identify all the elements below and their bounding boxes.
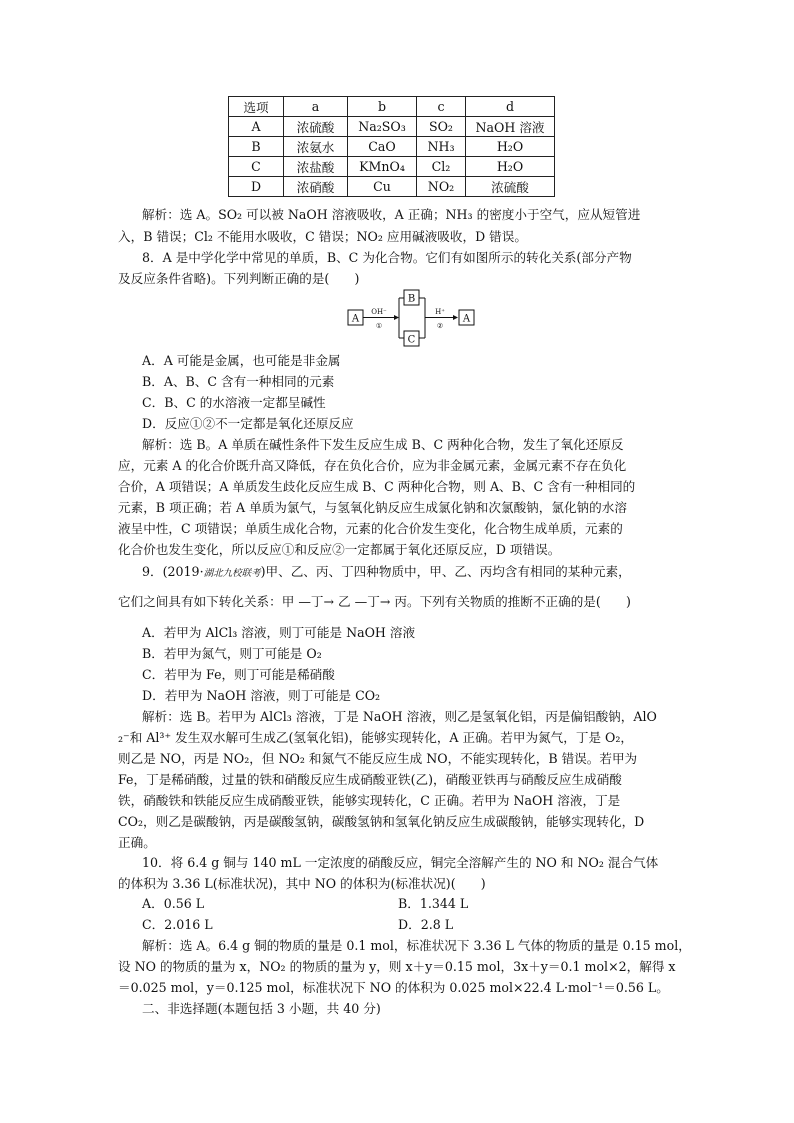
q10-option-d: D．2.8 L — [398, 917, 454, 932]
table-cell: H₂O — [466, 137, 555, 157]
table-cell: SO₂ — [417, 117, 466, 137]
table-row — [229, 137, 555, 157]
q8-analysis-line: 元素，B 项正确；若 A 单质为氯气，与氢氧化钠反应生成氯化钠和次氯酸钠，氯化钠的水溶 — [118, 500, 627, 515]
table-cell: KMnO₄ — [348, 157, 417, 177]
q9-option-c: C．若甲为 Fe，则丁可能是稀硝酸 — [142, 667, 335, 682]
q9-stem-line — [142, 561, 702, 584]
q8-analysis-line: 合价，A 项错误；A 单质发生歧化反应生成 B、C 两种化合物，则 A、B、C 含有一种相同的 — [118, 479, 636, 494]
arrow-2-head — [453, 315, 458, 320]
q9-analysis-line: 正确。 — [118, 835, 156, 850]
table-cell: CaO — [348, 137, 417, 157]
q8-analysis-line: 解析：选 B。A 单质在碱性条件下发生反应生成 B、C 两种化合物，发生了氧化还原反 — [142, 437, 624, 452]
q8-analysis-line: 液呈中性，C 项错误；单质生成化合物，元素的化合价发生变化，化合物生成单质，元素的 — [118, 521, 623, 536]
table-header-cell: a — [284, 97, 348, 117]
q10-option-c: C．2.016 L — [142, 917, 213, 932]
table-cell: NaOH 溶液 — [466, 117, 555, 137]
table-cell: 浓硝酸 — [284, 177, 348, 197]
step-1-label: ① — [375, 322, 383, 330]
reagent-table — [228, 96, 555, 197]
q8-stem-line: 及反应条件省略)。下列判断正确的是( ) — [118, 271, 360, 286]
q9-stem-line: 它们之间具有如下转化关系：甲 —丁→ 乙 —丁→ 丙。下列有关物质的推断不正确的是( ) — [118, 594, 631, 609]
arrow-1-head — [394, 315, 399, 320]
q10-analysis-line: 解析：选 A。6.4 g 铜的物质的量是 0.1 mol，标准状况下 3.36 L 气体的物质的量是 0.15 mol， — [142, 938, 691, 953]
reagent-oh-label: OH⁻ — [371, 308, 387, 316]
table-cell: Na₂SO₃ — [348, 117, 417, 137]
q9-analysis-line: 则乙是 NO，丙是 NO₂，但 NO₂ 和氮气不能反应生成 NO，不能实现转化，B 错误。若甲为 — [118, 751, 638, 766]
q8-stem-line: 8．A 是中学化学中常见的单质，B、C 为化合物。它们有如图所示的转化关系(部分产物 — [142, 250, 632, 265]
table-row — [229, 177, 555, 197]
q8-option-c: C．B、C 的水溶液一定都呈碱性 — [142, 395, 326, 410]
q9-stem-prefix: 9．(2019· — [142, 564, 204, 579]
node-a2-label: A — [462, 313, 471, 325]
table-row — [229, 157, 555, 177]
table-header-row — [229, 97, 555, 117]
table-cell: D — [229, 177, 284, 197]
q7-analysis-line: 解析：选 A。SO₂ 可以被 NaOH 溶液吸收，A 正确；NH₃ 的密度小于空气，应从短管进 — [142, 207, 641, 222]
table-cell: B — [229, 137, 284, 157]
q9-option-b: B．若甲为氮气，则丁可能是 O₂ — [142, 646, 322, 661]
table-header-cell: d — [466, 97, 555, 117]
table-header-cell: c — [417, 97, 466, 117]
table-cell: NH₃ — [417, 137, 466, 157]
q8-option-a: A．A 可能是金属，也可能是非金属 — [142, 353, 341, 368]
q10-stem-line: 10．将 6.4 g 铜与 140 mL 一定浓度的硝酸反应，铜完全溶解产生的 NO 和 NO₂ 混合气体 — [142, 855, 659, 870]
table-cell: Cl₂ — [417, 157, 466, 177]
step-2-label: ② — [436, 322, 444, 330]
q10-option-b: B．1.344 L — [398, 896, 469, 911]
table-cell: C — [229, 157, 284, 177]
q9-analysis-line: CO₂，则乙是碳酸钠，丙是碳酸氢钠，碳酸氢钠和氢氧化钠反应生成碳酸钠，能够实现转化，D — [118, 814, 645, 829]
q8-option-d: D．反应①②不一定都是氧化还原反应 — [142, 416, 354, 431]
q10-analysis-line: 设 NO 的物质的量为 x，NO₂ 的物质的量为 y，则 x＋y＝0.15 mol，3x＋y＝0.1 mol×2，解得 x — [118, 959, 676, 974]
table-cell: 浓盐酸 — [284, 157, 348, 177]
table-cell: 浓硫酸 — [466, 177, 555, 197]
q9-analysis-line: 解析：选 B。若甲为 AlCl₃ 溶液，丁是 NaOH 溶液，则乙是氢氧化铝，丙是偏铝酸钠，AlO — [142, 709, 657, 724]
q7-analysis-line: 入，B 错误；Cl₂ 不能用水吸收，C 错误；NO₂ 应用碱液吸收，D 错误。 — [118, 229, 527, 244]
node-a-label: A — [351, 313, 360, 325]
node-b-label: B — [407, 293, 416, 305]
table-cell: NO₂ — [417, 177, 466, 197]
table-header-cell: 选项 — [229, 97, 284, 117]
q8-analysis-line: 应，元素 A 的化合价既升高又降低，存在负化合价，应为非金属元素，金属元素不存在负化 — [118, 458, 627, 473]
table-header-cell: b — [348, 97, 417, 117]
section-heading: 二、非选择题(本题包括 3 小题，共 40 分) — [142, 1001, 381, 1016]
q10-analysis-line: ＝0.025 mol，y＝0.125 mol，标准状况下 NO 的体积为 0.025 mol×22.4 L·mol⁻¹＝0.56 L。 — [118, 980, 669, 995]
q8-analysis-line: 化合价也发生变化，所以反应①和反应②一定都属于氧化还原反应，D 项错误。 — [118, 542, 561, 557]
q9-option-d: D．若甲为 NaOH 溶液，则丁可能是 CO₂ — [142, 688, 381, 703]
table-cell: 浓氨水 — [284, 137, 348, 157]
q10-stem-line: 的体积为 3.36 L(标准状况)，其中 NO 的体积为(标准状况)( ) — [118, 876, 486, 891]
q9-analysis-line: 铁，硝酸铁和铁能反应生成硝酸亚铁，能够实现转化，C 正确。若甲为 NaOH 溶液，丁是 — [118, 793, 621, 808]
table-cell: Cu — [348, 177, 417, 197]
reagent-h-label: H⁺ — [435, 308, 445, 316]
q9-stem-suffix: )甲、乙、丙、丁四种物质中，甲、乙、丙均含有相同的某种元素， — [260, 564, 631, 579]
q8-option-b: B．A、B、C 含有一种相同的元素 — [142, 374, 335, 389]
q9-option-a: A．若甲为 AlCl₃ 溶液，则丁可能是 NaOH 溶液 — [142, 625, 416, 640]
table-cell: A — [229, 117, 284, 137]
q9-analysis-line: ₂⁻和 Al³⁺ 发生双水解可生成乙(氢氧化铝)，能够实现转化，A 正确。若甲为氮气，丁是 O₂， — [118, 730, 634, 745]
q9-analysis-line: Fe，丁是稀硝酸，过量的铁和硝酸反应生成硝酸亚铁(乙)，硝酸亚铁再与硝酸反应生成硝酸 — [118, 772, 622, 787]
node-c-label: C — [407, 334, 416, 346]
q9-source-label: 湖北九校联考 — [203, 568, 261, 579]
table-cell: H₂O — [466, 157, 555, 177]
q10-option-a: A．0.56 L — [142, 896, 205, 911]
table-row — [229, 117, 555, 137]
q8-conversion-diagram — [346, 288, 478, 350]
table-cell: 浓硫酸 — [284, 117, 348, 137]
